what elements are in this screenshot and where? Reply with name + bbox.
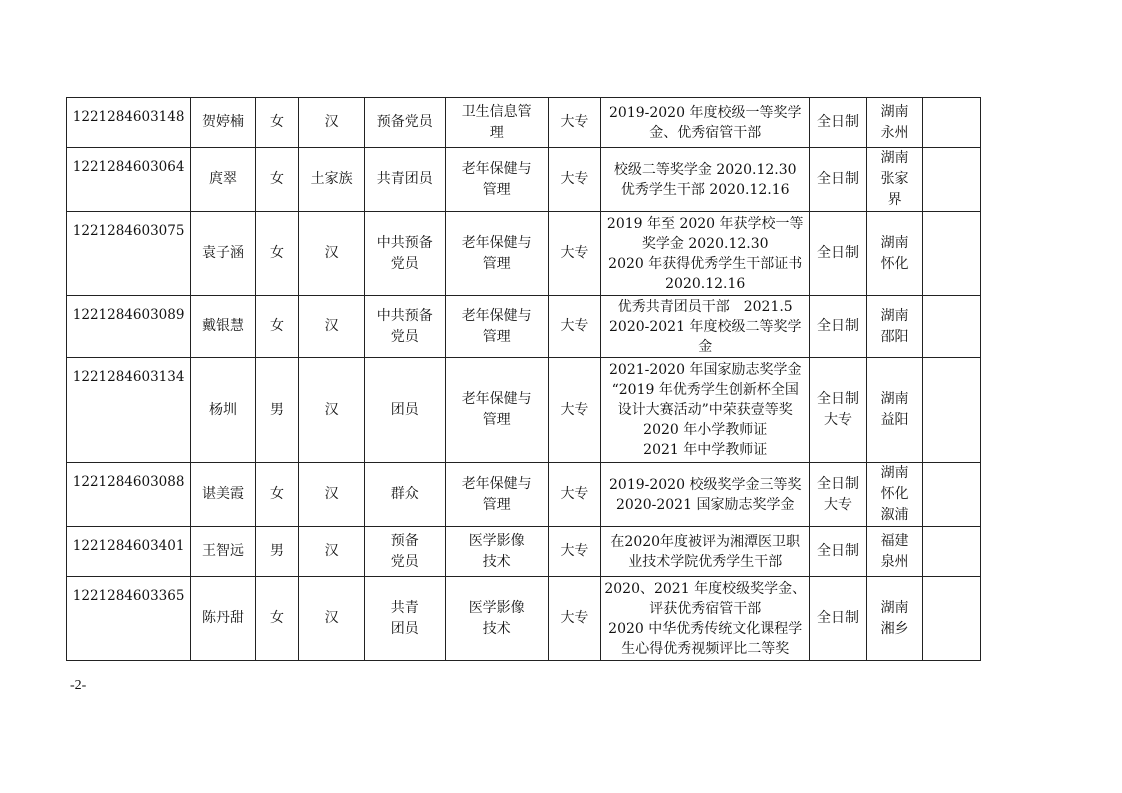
cell-text-line: 大专	[560, 543, 589, 559]
cell-text-line: 校级二等奖学金 2020.12.30	[613, 161, 797, 178]
cell-text-line: 1221284603365	[72, 588, 185, 604]
cell-text-line: 2020.12.16	[665, 275, 746, 292]
education-level-cell	[548, 98, 601, 148]
study-mode-cell	[810, 463, 867, 527]
name-cell	[191, 463, 256, 527]
cell-text-line: 奖学金 2020.12.30	[641, 235, 769, 252]
remarks-cell	[923, 98, 981, 148]
remarks-cell	[923, 527, 981, 577]
student-id-cell	[67, 358, 191, 463]
student-id-cell	[67, 98, 191, 148]
remarks-cell	[923, 577, 981, 661]
cell-text-line: 理	[489, 124, 504, 141]
education-level-cell	[548, 527, 601, 577]
education-level-cell	[548, 148, 601, 212]
education-level-cell	[548, 577, 601, 661]
hometown-cell	[866, 212, 923, 296]
ethnicity-cell	[299, 212, 365, 296]
cell-text-line: 怀化	[880, 255, 909, 272]
cell-text-line: 1221284603148	[72, 109, 185, 125]
cell-text-line: 管理	[482, 255, 511, 272]
student-id-cell	[67, 212, 191, 296]
cell-text-line: 湖南	[880, 103, 909, 120]
honors-cell	[601, 212, 810, 296]
cell-text-line: 群众	[390, 486, 419, 502]
hometown-cell	[866, 148, 923, 212]
cell-text-line: 1221284603075	[72, 223, 185, 239]
cell-text-line: 生心得优秀视频评比二等奖	[621, 640, 790, 657]
table-row	[67, 296, 981, 358]
cell-text-line: 汉	[324, 245, 339, 261]
honors-cell	[601, 148, 810, 212]
student-id-cell	[67, 463, 191, 527]
major-cell	[445, 463, 548, 527]
cell-text-line: 卫生信息管	[461, 103, 532, 120]
cell-text-line: 党员	[390, 553, 419, 570]
remarks-cell	[923, 148, 981, 212]
cell-text-line: 湖南	[880, 307, 909, 324]
cell-text-line: 中共预备	[376, 307, 433, 324]
honors-cell	[601, 296, 810, 358]
honors-cell	[601, 463, 810, 527]
ethnicity-cell	[299, 358, 365, 463]
hometown-cell	[866, 577, 923, 661]
cell-text-line: 金	[698, 338, 713, 355]
cell-text-line: 戴银慧	[202, 318, 245, 334]
cell-text-line: 老年保健与	[461, 160, 532, 177]
gender-cell	[255, 98, 298, 148]
cell-text-line: 1221284603088	[72, 474, 185, 490]
cell-text-line: 土家族	[310, 171, 353, 187]
cell-text-line: 女	[270, 245, 285, 261]
political-status-cell	[364, 148, 445, 212]
cell-text-line: 大专	[560, 401, 589, 418]
name-cell	[191, 148, 256, 212]
cell-text-line: 1221284603064	[72, 159, 185, 175]
page-number: -2-	[70, 678, 87, 693]
cell-text-line: 大专	[824, 496, 853, 513]
gender-cell	[255, 527, 298, 577]
cell-text-line: 1221284603401	[72, 538, 185, 554]
table-row	[67, 148, 981, 212]
hometown-cell	[866, 527, 923, 577]
cell-text-line: 全日制	[817, 610, 860, 626]
cell-text-line: 金、优秀宿管干部	[649, 124, 762, 141]
name-cell	[191, 296, 256, 358]
cell-text-line: 福建	[880, 532, 909, 549]
cell-text-line: 预备	[390, 532, 419, 549]
cell-text-line: 医学影像	[468, 599, 525, 616]
honors-cell	[601, 358, 810, 463]
table-row	[67, 577, 981, 661]
cell-text-line: 全日制	[817, 475, 860, 492]
political-status-cell	[364, 212, 445, 296]
major-cell	[445, 296, 548, 358]
cell-text-line: 预备党员	[376, 114, 433, 130]
cell-text-line: 优秀学生干部 2020.12.16	[620, 181, 790, 198]
cell-text-line: 2021-2020 年国家励志奖学金	[609, 362, 802, 378]
cell-text-line: 共青团员	[376, 171, 433, 187]
cell-text-line: 陈丹甜	[202, 610, 245, 626]
major-cell	[445, 358, 548, 463]
ethnicity-cell	[299, 148, 365, 212]
cell-text-line: 全日制	[817, 543, 860, 559]
remarks-cell	[923, 463, 981, 527]
cell-text-line: 技术	[482, 620, 511, 637]
cell-text-line: 湖南	[880, 234, 909, 251]
cell-text-line: 团员	[390, 620, 419, 637]
cell-text-line: 界	[887, 192, 902, 208]
cell-text-line: 庹翠	[209, 171, 238, 187]
cell-text-line: 1221284603089	[72, 307, 185, 323]
cell-text-line: 管理	[482, 181, 511, 198]
name-cell	[191, 577, 256, 661]
table-row	[67, 98, 981, 148]
student-table	[66, 97, 981, 661]
gender-cell	[255, 148, 298, 212]
hometown-cell	[866, 296, 923, 358]
cell-text-line: 2020、2021 年度校级奖学金、	[604, 580, 807, 597]
gender-cell	[255, 212, 298, 296]
cell-text-line: 袁子涵	[202, 245, 245, 261]
hometown-cell	[866, 358, 923, 463]
cell-text-line: 2020 中华优秀传统文化课程学	[608, 620, 803, 637]
cell-text-line: 女	[270, 610, 285, 626]
political-status-cell	[364, 527, 445, 577]
cell-text-line: 汉	[324, 610, 339, 626]
cell-text-line: 全日制	[817, 318, 860, 334]
study-mode-cell	[810, 148, 867, 212]
student-id-cell	[67, 577, 191, 661]
cell-text-line: 全日制	[817, 171, 860, 187]
cell-text-line: 汉	[324, 318, 339, 334]
remarks-cell	[923, 296, 981, 358]
cell-text-line: 老年保健与	[461, 234, 532, 251]
cell-text-line: 管理	[482, 328, 511, 345]
table-row	[67, 358, 981, 463]
cell-text-line: 湖南	[880, 465, 909, 481]
ethnicity-cell	[299, 296, 365, 358]
cell-text-line: 女	[270, 318, 285, 334]
cell-text-line: 技术	[482, 553, 511, 570]
name-cell	[191, 527, 256, 577]
gender-cell	[255, 358, 298, 463]
political-status-cell	[364, 463, 445, 527]
major-cell	[445, 577, 548, 661]
student-id-cell	[67, 148, 191, 212]
cell-text-line: 2019 年至 2020 年获学校一等	[606, 215, 804, 232]
cell-text-line: 大专	[560, 114, 589, 130]
cell-text-line: 湖南	[880, 391, 909, 407]
major-cell	[445, 527, 548, 577]
gender-cell	[255, 577, 298, 661]
cell-text-line: 全日制	[817, 391, 860, 407]
gender-cell	[255, 296, 298, 358]
cell-text-line: 管理	[482, 496, 511, 513]
cell-text-line: 在2020年度被评为湘潭医卫职	[610, 533, 801, 550]
cell-text-line: 全日制	[817, 245, 860, 261]
cell-text-line: 医学影像	[468, 532, 525, 549]
cell-text-line: 业技术学院优秀学生干部	[628, 553, 783, 570]
hometown-cell	[866, 98, 923, 148]
cell-text-line: 2020-2021 年度校级二等奖学	[609, 318, 802, 335]
cell-text-line: 湖南	[880, 150, 909, 166]
gender-cell	[255, 463, 298, 527]
cell-text-line: 2020-2021 国家励志奖学金	[616, 496, 795, 513]
ethnicity-cell	[299, 577, 365, 661]
cell-text-line: 张家	[880, 171, 909, 187]
cell-text-line: 大专	[560, 486, 589, 502]
study-mode-cell	[810, 212, 867, 296]
cell-text-line: 女	[270, 171, 285, 187]
study-mode-cell	[810, 527, 867, 577]
political-status-cell	[364, 98, 445, 148]
cell-text-line: 管理	[482, 412, 511, 428]
honors-cell	[601, 98, 810, 148]
cell-text-line: 团员	[390, 401, 419, 418]
cell-text-line: 2019-2020 校级奖学金三等奖	[609, 476, 802, 493]
cell-text-line: 全日制	[817, 114, 860, 130]
education-level-cell	[548, 296, 601, 358]
cell-text-line: 永州	[880, 124, 909, 141]
table-row	[67, 527, 981, 577]
education-level-cell	[548, 358, 601, 463]
ethnicity-cell	[299, 463, 365, 527]
cell-text-line: 中共预备	[376, 234, 433, 251]
cell-text-line: 怀化	[880, 486, 909, 502]
cell-text-line: 优秀共青团员干部 2021.5	[617, 298, 793, 315]
remarks-cell	[923, 358, 981, 463]
cell-text-line: 泉州	[880, 553, 909, 570]
name-cell	[191, 358, 256, 463]
cell-text-line: “2019 年优秀学生创新杯全国	[611, 382, 799, 398]
major-cell	[445, 98, 548, 148]
cell-text-line: 老年保健与	[461, 475, 532, 492]
study-mode-cell	[810, 577, 867, 661]
cell-text-line: 汉	[324, 486, 339, 502]
cell-text-line: 大专	[560, 171, 589, 187]
cell-text-line: 2020 年获得优秀学生干部证书	[608, 255, 803, 272]
cell-text-line: 大专	[560, 318, 589, 334]
study-mode-cell	[810, 296, 867, 358]
cell-text-line: 邵阳	[880, 328, 909, 345]
student-id-cell	[67, 296, 191, 358]
cell-text-line: 益阳	[880, 412, 909, 428]
study-mode-cell	[810, 358, 867, 463]
cell-text-line: 评获优秀宿管干部	[649, 600, 762, 617]
cell-text-line: 大专	[560, 610, 589, 626]
education-level-cell	[548, 463, 601, 527]
remarks-cell	[923, 212, 981, 296]
political-status-cell	[364, 358, 445, 463]
cell-text-line: 老年保健与	[461, 307, 532, 324]
student-id-cell	[67, 527, 191, 577]
study-mode-cell	[810, 98, 867, 148]
cell-text-line: 汉	[324, 543, 339, 559]
cell-text-line: 女	[270, 114, 285, 130]
cell-text-line: 设计大赛活动”中荣获壹等奖	[617, 402, 793, 418]
cell-text-line: 男	[270, 401, 285, 418]
cell-text-line: 2020 年小学教师证	[643, 422, 768, 438]
cell-text-line: 湘乡	[880, 620, 909, 637]
cell-text-line: 男	[270, 543, 285, 559]
political-status-cell	[364, 577, 445, 661]
hometown-cell	[866, 463, 923, 527]
cell-text-line: 汉	[324, 401, 339, 418]
political-status-cell	[364, 296, 445, 358]
cell-text-line: 党员	[390, 328, 419, 345]
ethnicity-cell	[299, 98, 365, 148]
name-cell	[191, 212, 256, 296]
cell-text-line: 党员	[390, 255, 419, 272]
major-cell	[445, 148, 548, 212]
cell-text-line: 谌美霞	[202, 486, 245, 502]
education-level-cell	[548, 212, 601, 296]
cell-text-line: 大专	[824, 412, 853, 428]
cell-text-line: 王智远	[202, 543, 245, 559]
cell-text-line: 2021 年中学教师证	[643, 442, 768, 458]
cell-text-line: 2019-2020 年度校级一等奖学	[609, 104, 802, 121]
cell-text-line: 汉	[324, 114, 339, 130]
name-cell	[191, 98, 256, 148]
ethnicity-cell	[299, 527, 365, 577]
table-row	[67, 463, 981, 527]
cell-text-line: 湖南	[880, 599, 909, 616]
cell-text-line: 女	[270, 486, 285, 502]
cell-text-line: 老年保健与	[461, 391, 532, 407]
cell-text-line: 共青	[390, 599, 419, 616]
honors-cell	[601, 577, 810, 661]
cell-text-line: 贺婷楠	[202, 114, 245, 130]
cell-text-line: 1221284603134	[72, 369, 185, 385]
cell-text-line: 杨圳	[209, 401, 238, 418]
table-row	[67, 212, 981, 296]
cell-text-line: 溆浦	[880, 507, 909, 523]
honors-cell	[601, 527, 810, 577]
cell-text-line: 大专	[560, 245, 589, 261]
major-cell	[445, 212, 548, 296]
